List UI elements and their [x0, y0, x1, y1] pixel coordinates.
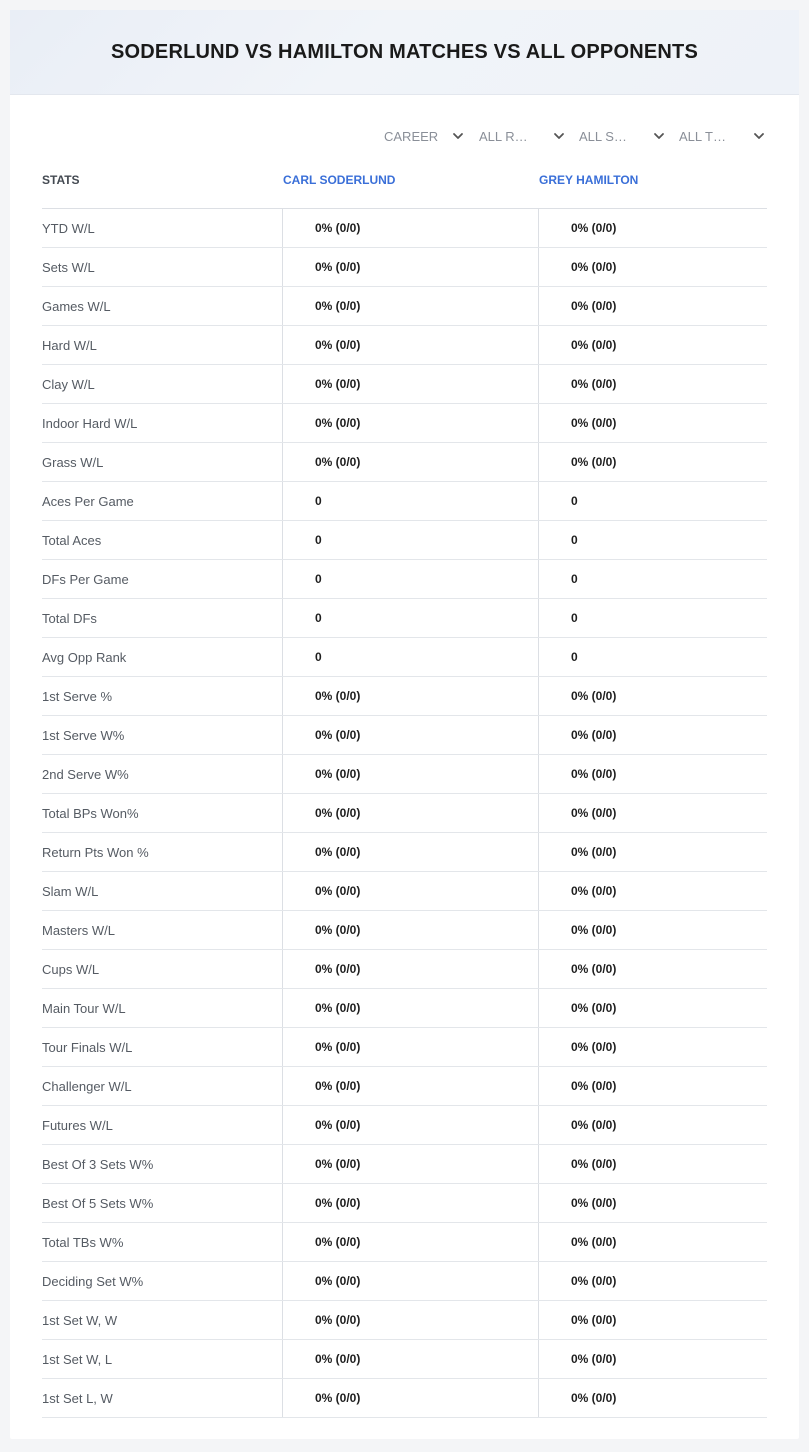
- player1-value: 0% (0/0): [315, 260, 361, 274]
- player2-value: 0% (0/0): [571, 377, 617, 391]
- player2-cell: [538, 1301, 617, 1339]
- player1-cell: [282, 1028, 361, 1066]
- player2-value: 0% (0/0): [571, 767, 617, 781]
- player1-cell: [282, 326, 361, 364]
- stat-label: Avg Opp Rank: [42, 650, 127, 665]
- player2-cell: [538, 1028, 617, 1066]
- stat-label: Best Of 5 Sets W%: [42, 1196, 154, 1211]
- player1-value: 0% (0/0): [315, 1001, 361, 1015]
- stat-label: 1st Set W, L: [42, 1352, 113, 1367]
- table-row: [42, 1301, 767, 1340]
- player2-cell: [538, 599, 578, 637]
- player2-cell: [538, 1106, 617, 1144]
- player2-cell: [538, 950, 617, 988]
- stats-column-header: STATS: [42, 173, 80, 187]
- page-title: SODERLUND VS HAMILTON MATCHES VS ALL OPPONENTS: [110, 40, 698, 63]
- player1-cell: [282, 287, 361, 325]
- player2-value: 0% (0/0): [571, 299, 617, 313]
- player1-value: 0% (0/0): [315, 1079, 361, 1093]
- player1-cell: [282, 599, 322, 637]
- table-row: [42, 1067, 767, 1106]
- player1-cell: [282, 404, 361, 442]
- table-row: [42, 248, 767, 287]
- table-row: [42, 1262, 767, 1301]
- player1-cell: [282, 1106, 361, 1144]
- player1-value: 0: [315, 533, 322, 547]
- player2-value: 0% (0/0): [571, 689, 617, 703]
- player1-value: 0% (0/0): [315, 416, 361, 430]
- player1-cell: [282, 911, 361, 949]
- player2-value: 0% (0/0): [571, 1001, 617, 1015]
- player2-cell: [538, 1145, 617, 1183]
- stat-label: DFs Per Game: [42, 572, 129, 587]
- player2-cell: [538, 1184, 617, 1222]
- player1-value: 0% (0/0): [315, 1040, 361, 1054]
- stat-label: Sets W/L: [42, 260, 95, 275]
- player1-value: 0% (0/0): [315, 1196, 361, 1210]
- stat-label: Slam W/L: [42, 884, 99, 899]
- table-row: [42, 638, 767, 677]
- stat-label: Tour Finals W/L: [42, 1040, 133, 1055]
- player1-value: 0% (0/0): [315, 1352, 361, 1366]
- player1-cell: [282, 1184, 361, 1222]
- player1-value: 0% (0/0): [315, 1118, 361, 1132]
- stat-label: Indoor Hard W/L: [42, 416, 138, 431]
- table-row: [42, 365, 767, 404]
- player1-cell: [282, 1301, 361, 1339]
- player2-cell: [538, 482, 578, 520]
- player1-column-header[interactable]: CARL SODERLUND: [283, 173, 396, 187]
- stat-label: 1st Set W, W: [42, 1313, 118, 1328]
- player2-value: 0% (0/0): [571, 1235, 617, 1249]
- filter-label: CAREER: [384, 128, 439, 144]
- player1-value: 0% (0/0): [315, 1235, 361, 1249]
- player1-cell: [282, 1223, 361, 1261]
- player1-cell: [282, 716, 361, 754]
- table-row: [42, 1340, 767, 1379]
- player2-cell: [538, 872, 617, 910]
- player1-cell: [282, 1145, 361, 1183]
- player2-value: 0% (0/0): [571, 1391, 617, 1405]
- player1-value: 0: [315, 572, 322, 586]
- player2-value: 0% (0/0): [571, 845, 617, 859]
- player2-value: 0% (0/0): [571, 1157, 617, 1171]
- filter-label: ALL T…: [679, 128, 726, 144]
- player2-cell: [538, 287, 617, 325]
- player2-cell: [538, 794, 617, 832]
- player2-value: 0% (0/0): [571, 728, 617, 742]
- player2-value: 0% (0/0): [571, 1352, 617, 1366]
- player1-value: 0% (0/0): [315, 1274, 361, 1288]
- chevron-down-icon: [553, 130, 565, 142]
- table-row: [42, 833, 767, 872]
- player1-cell: [282, 1340, 361, 1378]
- stat-label: Futures W/L: [42, 1118, 113, 1133]
- player1-value: 0% (0/0): [315, 377, 361, 391]
- player2-cell: [538, 248, 617, 286]
- stat-label: 1st Serve W%: [42, 728, 125, 743]
- table-row: [42, 677, 767, 716]
- player2-cell: [538, 1379, 617, 1417]
- player2-value: 0: [571, 533, 578, 547]
- player1-value: 0% (0/0): [315, 845, 361, 859]
- player1-value: 0% (0/0): [315, 767, 361, 781]
- player1-cell: [282, 755, 361, 793]
- stat-label: Challenger W/L: [42, 1079, 132, 1094]
- stat-label: Hard W/L: [42, 338, 97, 353]
- player2-column-header[interactable]: GREY HAMILTON: [539, 173, 639, 187]
- player2-cell: [538, 677, 617, 715]
- player2-cell: [538, 521, 578, 559]
- player2-cell: [538, 1223, 617, 1261]
- stat-label: Clay W/L: [42, 377, 95, 392]
- player1-value: 0% (0/0): [315, 884, 361, 898]
- table-row: [42, 1145, 767, 1184]
- table-row: [42, 872, 767, 911]
- player1-cell: [282, 560, 322, 598]
- player1-value: 0% (0/0): [315, 806, 361, 820]
- player2-value: 0% (0/0): [571, 416, 617, 430]
- player1-value: 0% (0/0): [315, 923, 361, 937]
- filter-tournament-select[interactable]: [679, 124, 765, 148]
- table-row: [42, 560, 767, 599]
- player2-cell: [538, 911, 617, 949]
- player1-value: 0% (0/0): [315, 689, 361, 703]
- player2-value: 0% (0/0): [571, 1040, 617, 1054]
- stat-label: 1st Serve %: [42, 689, 113, 704]
- player2-cell: [538, 638, 578, 676]
- stat-label: Aces Per Game: [42, 494, 134, 509]
- stat-label: 2nd Serve W%: [42, 767, 129, 782]
- table-row: [42, 521, 767, 560]
- player1-value: 0% (0/0): [315, 962, 361, 976]
- player2-cell: [538, 365, 617, 403]
- stat-label: YTD W/L: [42, 221, 95, 236]
- player1-value: 0% (0/0): [315, 299, 361, 313]
- player2-value: 0% (0/0): [571, 884, 617, 898]
- player2-cell: [538, 560, 578, 598]
- chevron-down-icon: [653, 130, 665, 142]
- player1-value: 0% (0/0): [315, 1391, 361, 1405]
- player2-value: 0% (0/0): [571, 221, 617, 235]
- player1-cell: [282, 833, 361, 871]
- player1-cell: [282, 482, 322, 520]
- table-row: [42, 755, 767, 794]
- stat-label: Grass W/L: [42, 455, 104, 470]
- player1-cell: [282, 989, 361, 1027]
- player1-cell: [282, 443, 361, 481]
- player2-cell: [538, 209, 617, 247]
- player2-value: 0% (0/0): [571, 1274, 617, 1288]
- player2-cell: [538, 989, 617, 1027]
- chevron-down-icon: [452, 130, 464, 142]
- player1-cell: [282, 209, 361, 247]
- player2-cell: [538, 404, 617, 442]
- table-row: [42, 989, 767, 1028]
- table-row: [42, 482, 767, 521]
- stat-label: Deciding Set W%: [42, 1274, 144, 1289]
- player1-cell: [282, 1262, 361, 1300]
- player2-cell: [538, 1340, 617, 1378]
- stat-label: Total DFs: [42, 611, 97, 626]
- player1-cell: [282, 677, 361, 715]
- player2-value: 0% (0/0): [571, 338, 617, 352]
- player1-value: 0% (0/0): [315, 1313, 361, 1327]
- player2-cell: [538, 1262, 617, 1300]
- stats-table-header: [42, 170, 767, 209]
- table-row: [42, 950, 767, 989]
- filter-label: ALL R…: [479, 128, 528, 144]
- table-row: [42, 326, 767, 365]
- stats-table-body: [42, 209, 767, 1418]
- player1-value: 0: [315, 650, 322, 664]
- player1-value: 0% (0/0): [315, 728, 361, 742]
- player1-cell: [282, 521, 322, 559]
- stat-label: Total TBs W%: [42, 1235, 124, 1250]
- filter-rounds-select[interactable]: [479, 124, 565, 148]
- player2-value: 0% (0/0): [571, 1196, 617, 1210]
- table-row: [42, 443, 767, 482]
- chevron-down-icon: [753, 130, 765, 142]
- player2-value: 0% (0/0): [571, 1079, 617, 1093]
- table-row: [42, 404, 767, 443]
- player2-cell: [538, 716, 617, 754]
- table-row: [42, 911, 767, 950]
- player2-value: 0% (0/0): [571, 923, 617, 937]
- filter-career-select[interactable]: [384, 124, 464, 148]
- stat-label: Cups W/L: [42, 962, 100, 977]
- table-row: [42, 1184, 767, 1223]
- stat-label: Games W/L: [42, 299, 111, 314]
- stat-label: Total BPs Won%: [42, 806, 139, 821]
- player2-value: 0: [571, 494, 578, 508]
- player2-value: 0% (0/0): [571, 455, 617, 469]
- player1-value: 0% (0/0): [315, 221, 361, 235]
- player1-cell: [282, 1067, 361, 1105]
- player1-cell: [282, 794, 361, 832]
- stat-label: Total Aces: [42, 533, 102, 548]
- stat-label: Masters W/L: [42, 923, 115, 938]
- player2-cell: [538, 1067, 617, 1105]
- player1-value: 0% (0/0): [315, 455, 361, 469]
- page-header: [10, 10, 799, 95]
- table-row: [42, 1028, 767, 1067]
- table-row: [42, 287, 767, 326]
- player1-cell: [282, 950, 361, 988]
- player2-cell: [538, 443, 617, 481]
- player2-cell: [538, 326, 617, 364]
- filter-surface-select[interactable]: [579, 124, 665, 148]
- player2-value: 0% (0/0): [571, 806, 617, 820]
- table-row: [42, 1379, 767, 1418]
- player2-value: 0: [571, 650, 578, 664]
- table-row: [42, 209, 767, 248]
- filter-label: ALL S…: [579, 128, 627, 144]
- player1-value: 0% (0/0): [315, 1157, 361, 1171]
- stat-label: Main Tour W/L: [42, 1001, 126, 1016]
- player1-cell: [282, 365, 361, 403]
- player2-cell: [538, 755, 617, 793]
- player1-value: 0: [315, 494, 322, 508]
- player2-value: 0: [571, 572, 578, 586]
- player1-cell: [282, 1379, 361, 1417]
- stat-label: Best Of 3 Sets W%: [42, 1157, 154, 1172]
- table-row: [42, 794, 767, 833]
- player2-value: 0: [571, 611, 578, 625]
- player2-value: 0% (0/0): [571, 1118, 617, 1132]
- player1-cell: [282, 248, 361, 286]
- table-row: [42, 1223, 767, 1262]
- player2-value: 0% (0/0): [571, 260, 617, 274]
- player1-cell: [282, 872, 361, 910]
- player2-value: 0% (0/0): [571, 1313, 617, 1327]
- player1-value: 0% (0/0): [315, 338, 361, 352]
- stat-label: Return Pts Won %: [42, 845, 149, 860]
- player2-value: 0% (0/0): [571, 962, 617, 976]
- filter-bar: [10, 124, 799, 148]
- table-row: [42, 1106, 767, 1145]
- player1-cell: [282, 638, 322, 676]
- stat-label: 1st Set L, W: [42, 1391, 113, 1406]
- player1-value: 0: [315, 611, 322, 625]
- stats-card: [10, 10, 799, 1439]
- table-row: [42, 716, 767, 755]
- table-row: [42, 599, 767, 638]
- player2-cell: [538, 833, 617, 871]
